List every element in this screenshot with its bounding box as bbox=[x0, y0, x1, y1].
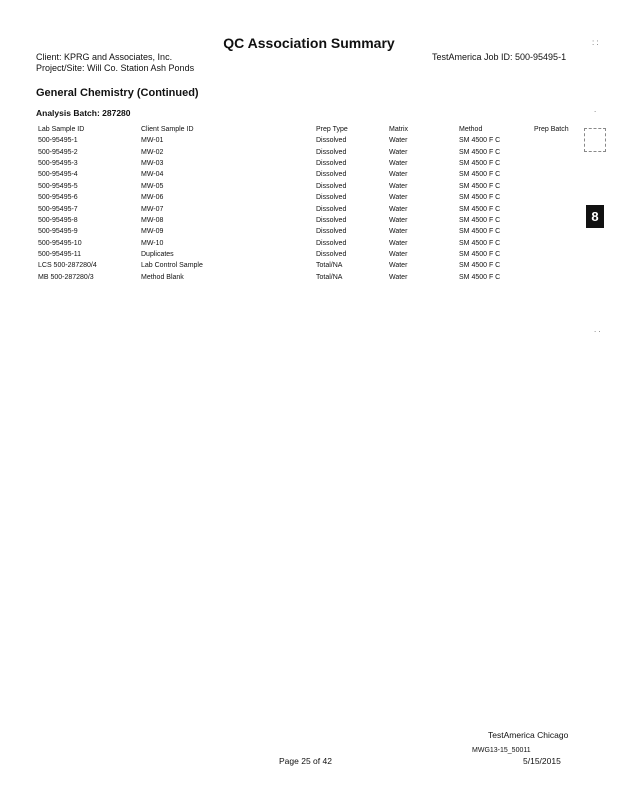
cell-prep: Dissolved bbox=[316, 159, 347, 167]
cell-matrix: Water bbox=[389, 159, 408, 167]
col-method: Method bbox=[459, 126, 483, 133]
cell-matrix: Water bbox=[389, 137, 408, 145]
job-id: TestAmerica Job ID: 500-95495-1 bbox=[432, 52, 567, 62]
cell-prep: Total/NA bbox=[316, 262, 343, 270]
cell-matrix: Water bbox=[389, 262, 408, 270]
table-row bbox=[38, 226, 584, 237]
cell-matrix: Water bbox=[389, 216, 408, 224]
cell-lab: 500-95495-2 bbox=[38, 148, 78, 156]
cell-method: SM 4500 F C bbox=[459, 239, 501, 247]
table-row bbox=[38, 272, 584, 283]
cell-client: Lab Control Sample bbox=[141, 262, 203, 270]
cell-lab: 500-95495-11 bbox=[38, 251, 82, 259]
cell-client: MW-04 bbox=[141, 171, 164, 179]
table-row bbox=[38, 249, 584, 260]
cell-lab: 500-95495-8 bbox=[38, 216, 78, 224]
col-lab-sample-id: Lab Sample ID bbox=[38, 126, 85, 133]
cell-client: Method Blank bbox=[141, 273, 184, 281]
table-row bbox=[38, 146, 584, 157]
cell-prep: Dissolved bbox=[316, 171, 347, 179]
cell-client: MW-03 bbox=[141, 159, 164, 167]
footer-page-number: Page 25 of 42 bbox=[279, 756, 332, 766]
cell-batch bbox=[534, 135, 584, 146]
col-client-sample-id: Client Sample ID bbox=[141, 126, 194, 133]
cell-prep: Dissolved bbox=[316, 137, 347, 145]
footer-lab-name: TestAmerica Chicago bbox=[488, 730, 569, 740]
cell-prep: Dissolved bbox=[316, 239, 347, 247]
cell-method: SM 4500 F C bbox=[459, 159, 501, 167]
margin-mark: . . bbox=[594, 325, 601, 334]
footer-date: 5/15/2015 bbox=[523, 756, 561, 766]
table-row bbox=[38, 192, 584, 203]
footer-reference: MWG13-15_50011 bbox=[472, 747, 531, 754]
cell-client: MW-07 bbox=[141, 205, 164, 213]
cell-matrix: Water bbox=[389, 194, 408, 202]
cell-client: MW-09 bbox=[141, 228, 164, 236]
cell-method: SM 4500 F C bbox=[459, 216, 501, 224]
cell-lab: 500-95495-6 bbox=[38, 194, 78, 202]
cell-batch bbox=[534, 192, 584, 203]
cell-matrix: Water bbox=[389, 251, 408, 259]
cell-client: MW-01 bbox=[141, 137, 164, 145]
table-row bbox=[38, 203, 584, 214]
cell-lab: 500-95495-3 bbox=[38, 159, 78, 167]
cell-lab: 500-95495-7 bbox=[38, 205, 78, 213]
cell-method: SM 4500 F C bbox=[459, 262, 501, 270]
cell-prep: Dissolved bbox=[316, 194, 347, 202]
cell-method: SM 4500 F C bbox=[459, 171, 501, 179]
cell-batch bbox=[534, 260, 584, 271]
cell-prep: Dissolved bbox=[316, 205, 347, 213]
table-row bbox=[38, 215, 584, 226]
cell-method: SM 4500 F C bbox=[459, 251, 501, 259]
cell-batch bbox=[534, 226, 584, 237]
cell-method: SM 4500 F C bbox=[459, 148, 501, 156]
cell-lab: 500-95495-1 bbox=[38, 137, 78, 145]
cell-method: SM 4500 F C bbox=[459, 194, 501, 202]
client-name: Client: KPRG and Associates, Inc. bbox=[36, 52, 173, 62]
cell-prep: Dissolved bbox=[316, 182, 347, 190]
cell-method: SM 4500 F C bbox=[459, 182, 501, 190]
cell-batch bbox=[534, 169, 584, 180]
cell-method: SM 4500 F C bbox=[459, 205, 501, 213]
cell-matrix: Water bbox=[389, 228, 408, 236]
project-site: Project/Site: Will Co. Station Ash Ponds bbox=[36, 63, 195, 73]
cell-client: MW-06 bbox=[141, 194, 164, 202]
table-row bbox=[38, 169, 584, 180]
margin-mark-box bbox=[584, 128, 606, 152]
table-row bbox=[38, 158, 584, 169]
cell-prep: Dissolved bbox=[316, 228, 347, 236]
cell-prep: Dissolved bbox=[316, 216, 347, 224]
cell-lab: 500-95495-10 bbox=[38, 239, 82, 247]
cell-matrix: Water bbox=[389, 273, 408, 281]
cell-matrix: Water bbox=[389, 205, 408, 213]
col-prep-batch: Prep Batch bbox=[534, 126, 569, 133]
cell-client: MW-02 bbox=[141, 148, 164, 156]
cell-batch bbox=[534, 272, 584, 283]
cell-client: Duplicates bbox=[141, 251, 174, 259]
cell-client: MW-08 bbox=[141, 216, 164, 224]
cell-lab: 500-95495-4 bbox=[38, 171, 78, 179]
col-matrix: Matrix bbox=[389, 126, 409, 133]
cell-batch bbox=[534, 249, 584, 260]
table-row bbox=[38, 260, 584, 271]
cell-lab: LCS 500-287280/4 bbox=[38, 262, 97, 270]
cell-matrix: Water bbox=[389, 239, 408, 247]
cell-batch bbox=[534, 146, 584, 157]
cell-lab: MB 500-287280/3 bbox=[38, 273, 94, 281]
cell-batch bbox=[534, 181, 584, 192]
cell-client: MW-10 bbox=[141, 239, 164, 247]
cell-matrix: Water bbox=[389, 171, 408, 179]
cell-matrix: Water bbox=[389, 182, 408, 190]
table-header-row bbox=[38, 124, 584, 135]
qc-association-table bbox=[38, 124, 584, 283]
cell-method: SM 4500 F C bbox=[459, 137, 501, 145]
cell-batch bbox=[534, 158, 584, 169]
analysis-batch: Analysis Batch: 287280 bbox=[36, 108, 131, 118]
cell-lab: 500-95495-5 bbox=[38, 182, 78, 190]
cell-batch bbox=[534, 238, 584, 249]
cell-batch bbox=[534, 203, 584, 214]
page-title: QC Association Summary bbox=[223, 35, 395, 51]
cell-prep: Total/NA bbox=[316, 273, 343, 281]
cell-prep: Dissolved bbox=[316, 148, 347, 156]
cell-matrix: Water bbox=[389, 148, 408, 156]
cell-lab: 500-95495-9 bbox=[38, 228, 78, 236]
table-row bbox=[38, 135, 584, 146]
margin-mark: : : bbox=[592, 38, 599, 47]
col-prep-type: Prep Type bbox=[316, 126, 348, 133]
cell-method: SM 4500 F C bbox=[459, 273, 501, 281]
section-heading: General Chemistry (Continued) bbox=[36, 87, 199, 99]
cell-client: MW-05 bbox=[141, 182, 164, 190]
section-tab-8: 8 bbox=[586, 205, 604, 228]
cell-prep: Dissolved bbox=[316, 251, 347, 259]
margin-mark: . bbox=[594, 105, 597, 114]
table-row bbox=[38, 181, 584, 192]
table-row bbox=[38, 238, 584, 249]
cell-batch bbox=[534, 215, 584, 226]
cell-method: SM 4500 F C bbox=[459, 228, 501, 236]
